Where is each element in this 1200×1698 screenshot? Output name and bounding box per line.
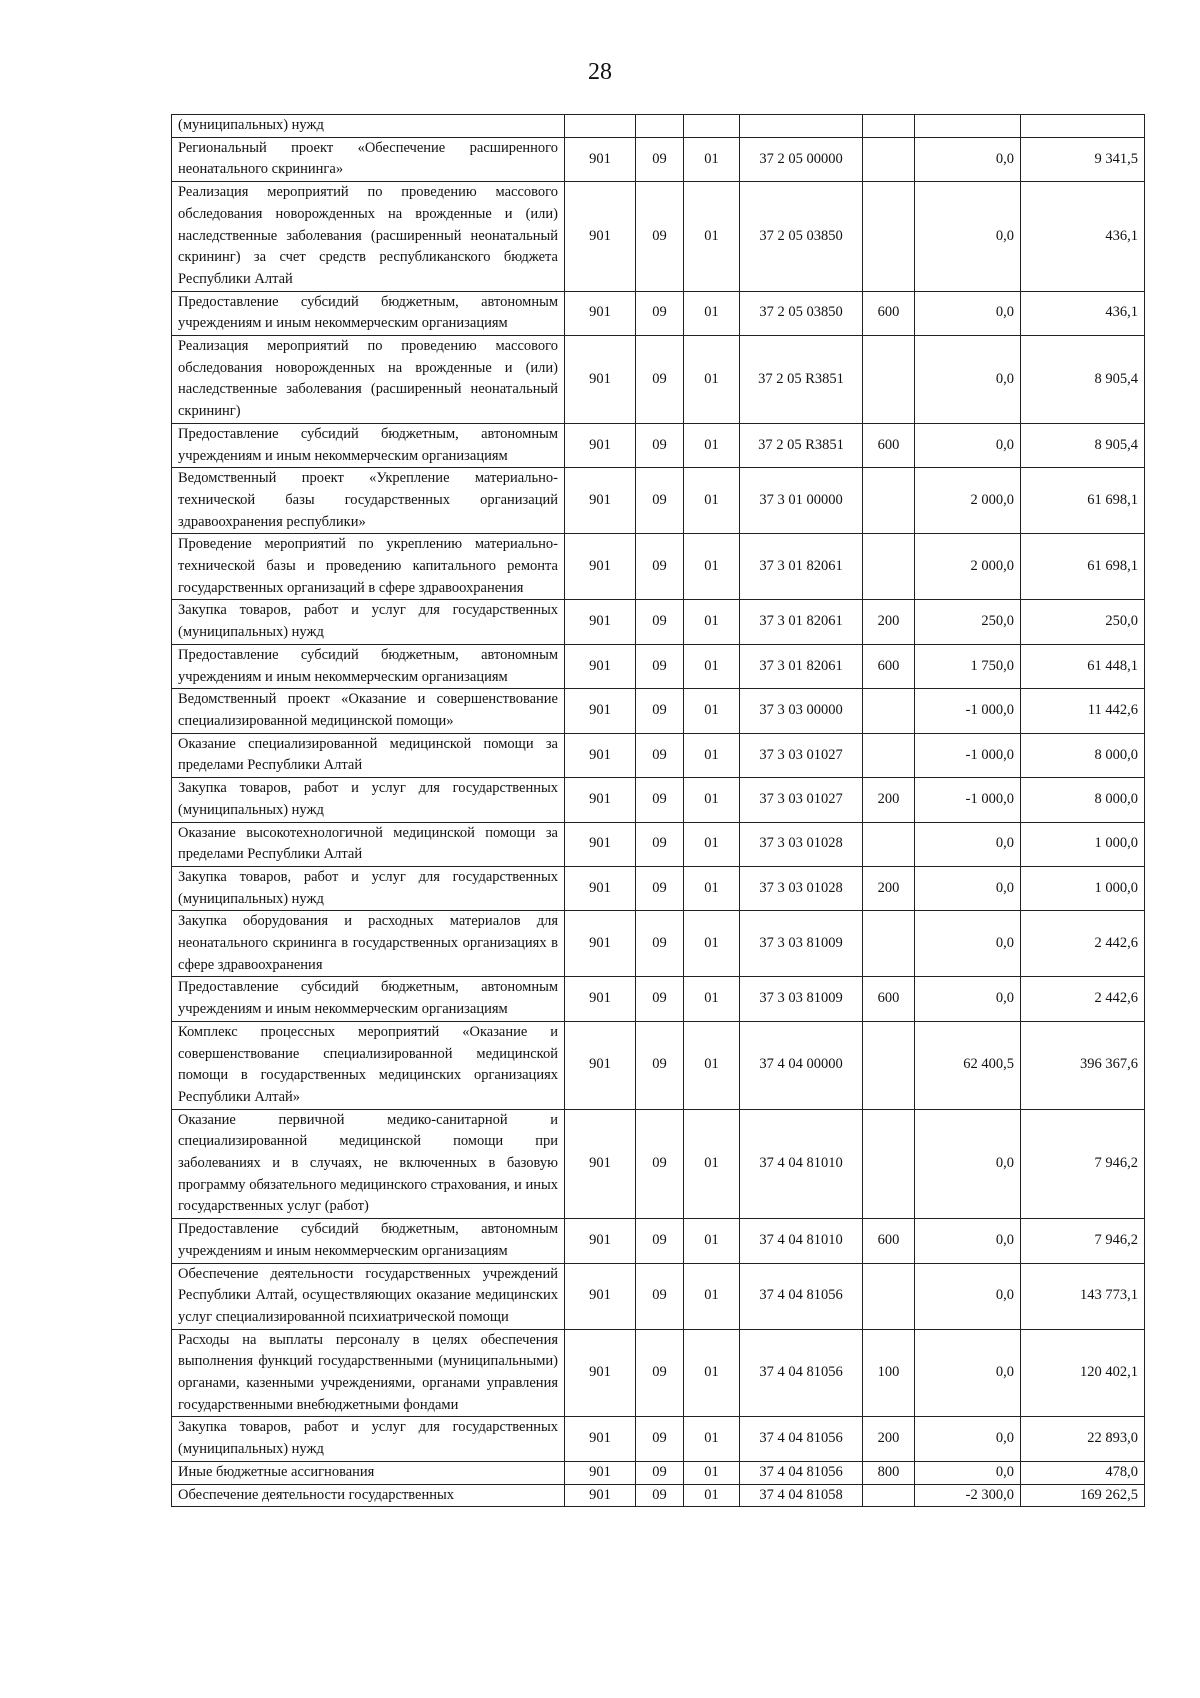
expense-name-cell: Предоставление субсидий бюджетным, автономным учреждениям и иным некоммерческим организациям [172,977,565,1021]
change-amount-cell: 0,0 [915,1109,1021,1219]
section-code-cell: 09 [636,778,684,822]
subsection-code-cell: 01 [684,336,740,424]
change-amount-cell: 62 400,5 [915,1021,1021,1109]
total-amount-cell: 61 698,1 [1021,534,1145,600]
expense-name-cell: Предоставление субсидий бюджетным, автономным учреждениям и иным некоммерческим организациям [172,1219,565,1263]
expense-type-code-cell: 600 [863,977,915,1021]
table-row [172,1484,1145,1507]
subsection-code-cell: 01 [684,822,740,866]
expense-type-code-cell [863,689,915,733]
target-article-code-cell: 37 3 01 82061 [740,644,863,688]
administrator-code-cell: 901 [565,336,636,424]
total-amount-cell: 2 442,6 [1021,977,1145,1021]
target-article-code-cell: 37 4 04 81056 [740,1417,863,1461]
administrator-code-cell: 901 [565,733,636,777]
section-code-cell: 09 [636,822,684,866]
section-code-cell: 09 [636,644,684,688]
section-code-cell: 09 [636,1417,684,1461]
table-row [172,137,1145,181]
change-amount-cell: 0,0 [915,137,1021,181]
target-article-code-cell: 37 2 05 00000 [740,137,863,181]
table-row [172,291,1145,335]
total-amount-cell: 9 341,5 [1021,137,1145,181]
section-code-cell: 09 [636,600,684,644]
subsection-code-cell: 01 [684,733,740,777]
subsection-code-cell: 01 [684,977,740,1021]
expense-type-code-cell [863,1484,915,1507]
change-amount-cell: 2 000,0 [915,468,1021,534]
total-amount-cell: 7 946,2 [1021,1109,1145,1219]
administrator-code-cell: 901 [565,1109,636,1219]
target-article-code-cell: 37 3 03 01028 [740,822,863,866]
table-row [172,866,1145,910]
subsection-code-cell: 01 [684,1219,740,1263]
target-article-code-cell: 37 4 04 81056 [740,1461,863,1484]
subsection-code-cell: 01 [684,1021,740,1109]
administrator-code-cell: 901 [565,689,636,733]
table-row [172,822,1145,866]
section-code-cell: 09 [636,1109,684,1219]
expense-name-cell: Закупка товаров, работ и услуг для государственных (муниципальных) нужд [172,600,565,644]
change-amount-cell: 0,0 [915,336,1021,424]
change-amount-cell: 0,0 [915,977,1021,1021]
expense-name-cell: Оказание высокотехнологичной медицинской помощи за пределами Республики Алтай [172,822,565,866]
target-article-code-cell: 37 4 04 00000 [740,1021,863,1109]
table-row [172,644,1145,688]
expense-name-cell: Закупка оборудования и расходных материалов для неонатального скрининга в государственных организациях в сфере здравоохранения [172,911,565,977]
change-amount-cell: -1 000,0 [915,778,1021,822]
administrator-code-cell [565,115,636,138]
administrator-code-cell: 901 [565,600,636,644]
expense-type-code-cell: 600 [863,1219,915,1263]
administrator-code-cell: 901 [565,1021,636,1109]
subsection-code-cell: 01 [684,423,740,467]
expense-type-code-cell: 200 [863,778,915,822]
target-article-code-cell: 37 3 03 00000 [740,689,863,733]
target-article-code-cell: 37 4 04 81058 [740,1484,863,1507]
change-amount-cell: 0,0 [915,1417,1021,1461]
subsection-code-cell: 01 [684,1263,740,1329]
expense-name-cell: Ведомственный проект «Оказание и совершенствование специализированной медицинской помощи» [172,689,565,733]
expense-name-cell: Предоставление субсидий бюджетным, автономным учреждениям и иным некоммерческим организациям [172,291,565,335]
change-amount-cell: 0,0 [915,291,1021,335]
table-row [172,1219,1145,1263]
target-article-code-cell: 37 3 01 00000 [740,468,863,534]
subsection-code-cell: 01 [684,911,740,977]
change-amount-cell: -1 000,0 [915,733,1021,777]
table-row [172,977,1145,1021]
administrator-code-cell: 901 [565,911,636,977]
table-row [172,1329,1145,1417]
subsection-code-cell: 01 [684,137,740,181]
administrator-code-cell: 901 [565,182,636,292]
section-code-cell: 09 [636,336,684,424]
change-amount-cell: 0,0 [915,866,1021,910]
subsection-code-cell: 01 [684,1417,740,1461]
expense-name-cell: Комплекс процессных мероприятий «Оказание и совершенствование специализированной медицинской помощи в государственных медицинских организациях Республики Алтай» [172,1021,565,1109]
table-row [172,1109,1145,1219]
section-code-cell [636,115,684,138]
table-row [172,336,1145,424]
administrator-code-cell: 901 [565,1484,636,1507]
expense-type-code-cell: 200 [863,1417,915,1461]
expense-name-cell: Проведение мероприятий по укреплению материально-технической базы и проведению капитального ремонта государственных организаций в сфере здравоохранения [172,534,565,600]
section-code-cell: 09 [636,182,684,292]
total-amount-cell: 1 000,0 [1021,822,1145,866]
section-code-cell: 09 [636,291,684,335]
expense-type-code-cell [863,911,915,977]
table-row [172,689,1145,733]
subsection-code-cell: 01 [684,689,740,733]
change-amount-cell: 2 000,0 [915,534,1021,600]
administrator-code-cell: 901 [565,1461,636,1484]
change-amount-cell: -2 300,0 [915,1484,1021,1507]
expense-name-cell: Расходы на выплаты персоналу в целях обеспечения выполнения функций государственными (муниципальными) органами, казенными учреждениями, органами управления государственными внебюджетными фондами [172,1329,565,1417]
expense-name-cell: Предоставление субсидий бюджетным, автономным учреждениям и иным некоммерческим организациям [172,644,565,688]
target-article-code-cell [740,115,863,138]
total-amount-cell: 8 905,4 [1021,423,1145,467]
expense-type-code-cell: 200 [863,866,915,910]
subsection-code-cell: 01 [684,534,740,600]
table-row [172,534,1145,600]
expense-type-code-cell: 600 [863,423,915,467]
subsection-code-cell [684,115,740,138]
table-row [172,1417,1145,1461]
section-code-cell: 09 [636,423,684,467]
subsection-code-cell: 01 [684,866,740,910]
subsection-code-cell: 01 [684,644,740,688]
expense-type-code-cell [863,1263,915,1329]
change-amount-cell: -1 000,0 [915,689,1021,733]
section-code-cell: 09 [636,911,684,977]
expense-name-cell: Закупка товаров, работ и услуг для государственных (муниципальных) нужд [172,866,565,910]
total-amount-cell: 396 367,6 [1021,1021,1145,1109]
subsection-code-cell: 01 [684,1461,740,1484]
section-code-cell: 09 [636,137,684,181]
expense-type-code-cell [863,1109,915,1219]
target-article-code-cell: 37 2 05 03850 [740,291,863,335]
target-article-code-cell: 37 3 01 82061 [740,600,863,644]
change-amount-cell: 0,0 [915,822,1021,866]
administrator-code-cell: 901 [565,778,636,822]
section-code-cell: 09 [636,689,684,733]
target-article-code-cell: 37 3 03 81009 [740,911,863,977]
table-row [172,911,1145,977]
change-amount-cell: 1 750,0 [915,644,1021,688]
section-code-cell: 09 [636,1461,684,1484]
expense-type-code-cell [863,182,915,292]
section-code-cell: 09 [636,468,684,534]
expense-name-cell: Реализация мероприятий по проведению массового обследования новорожденных на врожденные и (или) наследственные заболевания (расширенный неонатальный скрининг) [172,336,565,424]
expense-name-cell: (муниципальных) нужд [172,115,565,138]
expense-name-cell: Обеспечение деятельности государственных учреждений Республики Алтай, осуществляющих оказание медицинских услуг специализированной психиатрической помощи [172,1263,565,1329]
total-amount-cell: 478,0 [1021,1461,1145,1484]
subsection-code-cell: 01 [684,1109,740,1219]
table-row [172,600,1145,644]
target-article-code-cell: 37 4 04 81010 [740,1219,863,1263]
administrator-code-cell: 901 [565,534,636,600]
administrator-code-cell: 901 [565,1219,636,1263]
table-row [172,468,1145,534]
change-amount-cell: 0,0 [915,423,1021,467]
target-article-code-cell: 37 3 03 01027 [740,778,863,822]
administrator-code-cell: 901 [565,644,636,688]
subsection-code-cell: 01 [684,1484,740,1507]
administrator-code-cell: 901 [565,468,636,534]
change-amount-cell: 0,0 [915,1219,1021,1263]
target-article-code-cell: 37 2 05 R3851 [740,423,863,467]
target-article-code-cell: 37 2 05 R3851 [740,336,863,424]
total-amount-cell: 61 698,1 [1021,468,1145,534]
expense-name-cell: Оказание специализированной медицинской помощи за пределами Республики Алтай [172,733,565,777]
total-amount-cell: 8 000,0 [1021,778,1145,822]
change-amount-cell: 0,0 [915,1329,1021,1417]
section-code-cell: 09 [636,1263,684,1329]
section-code-cell: 09 [636,534,684,600]
section-code-cell: 09 [636,977,684,1021]
administrator-code-cell: 901 [565,977,636,1021]
total-amount-cell: 22 893,0 [1021,1417,1145,1461]
table-row [172,1021,1145,1109]
expense-type-code-cell: 200 [863,600,915,644]
total-amount-cell [1021,115,1145,138]
expense-type-code-cell [863,534,915,600]
expense-type-code-cell [863,137,915,181]
total-amount-cell: 2 442,6 [1021,911,1145,977]
total-amount-cell: 7 946,2 [1021,1219,1145,1263]
total-amount-cell: 1 000,0 [1021,866,1145,910]
target-article-code-cell: 37 3 03 01027 [740,733,863,777]
expense-name-cell: Обеспечение деятельности государственных [172,1484,565,1507]
total-amount-cell: 8 905,4 [1021,336,1145,424]
target-article-code-cell: 37 4 04 81056 [740,1329,863,1417]
target-article-code-cell: 37 2 05 03850 [740,182,863,292]
target-article-code-cell: 37 4 04 81056 [740,1263,863,1329]
administrator-code-cell: 901 [565,822,636,866]
table-row [172,115,1145,138]
administrator-code-cell: 901 [565,1263,636,1329]
table-row [172,423,1145,467]
section-code-cell: 09 [636,733,684,777]
total-amount-cell: 8 000,0 [1021,733,1145,777]
total-amount-cell: 143 773,1 [1021,1263,1145,1329]
table-row [172,1263,1145,1329]
subsection-code-cell: 01 [684,1329,740,1417]
subsection-code-cell: 01 [684,600,740,644]
expense-name-cell: Закупка товаров, работ и услуг для государственных (муниципальных) нужд [172,778,565,822]
administrator-code-cell: 901 [565,1417,636,1461]
expense-name-cell: Закупка товаров, работ и услуг для государственных (муниципальных) нужд [172,1417,565,1461]
expense-type-code-cell [863,733,915,777]
total-amount-cell: 250,0 [1021,600,1145,644]
subsection-code-cell: 01 [684,182,740,292]
change-amount-cell: 0,0 [915,1263,1021,1329]
expense-type-code-cell [863,1021,915,1109]
administrator-code-cell: 901 [565,137,636,181]
expense-type-code-cell: 600 [863,291,915,335]
target-article-code-cell: 37 3 01 82061 [740,534,863,600]
administrator-code-cell: 901 [565,1329,636,1417]
expense-type-code-cell: 600 [863,644,915,688]
target-article-code-cell: 37 3 03 01028 [740,866,863,910]
expense-type-code-cell: 800 [863,1461,915,1484]
expense-type-code-cell [863,822,915,866]
subsection-code-cell: 01 [684,778,740,822]
administrator-code-cell: 901 [565,423,636,467]
expense-type-code-cell [863,468,915,534]
target-article-code-cell: 37 4 04 81010 [740,1109,863,1219]
administrator-code-cell: 901 [565,866,636,910]
change-amount-cell: 250,0 [915,600,1021,644]
budget-table-body [172,115,1145,1507]
subsection-code-cell: 01 [684,291,740,335]
change-amount-cell: 0,0 [915,911,1021,977]
expense-type-code-cell: 100 [863,1329,915,1417]
total-amount-cell: 11 442,6 [1021,689,1145,733]
change-amount-cell [915,115,1021,138]
expense-name-cell: Иные бюджетные ассигнования [172,1461,565,1484]
total-amount-cell: 436,1 [1021,291,1145,335]
total-amount-cell: 436,1 [1021,182,1145,292]
change-amount-cell: 0,0 [915,1461,1021,1484]
target-article-code-cell: 37 3 03 81009 [740,977,863,1021]
section-code-cell: 09 [636,866,684,910]
total-amount-cell: 169 262,5 [1021,1484,1145,1507]
budget-table [171,114,1145,1507]
table-row [172,733,1145,777]
administrator-code-cell: 901 [565,291,636,335]
expense-name-cell: Реализация мероприятий по проведению массового обследования новорожденных на врожденные и (или) наследственные заболевания (расширенный неонатальный скрининг) за счет средств республиканского бюджета Республики Алтай [172,182,565,292]
expense-type-code-cell [863,336,915,424]
subsection-code-cell: 01 [684,468,740,534]
expense-name-cell: Предоставление субсидий бюджетным, автономным учреждениям и иным некоммерческим организациям [172,423,565,467]
change-amount-cell: 0,0 [915,182,1021,292]
expense-type-code-cell [863,115,915,138]
table-row [172,778,1145,822]
table-row [172,182,1145,292]
table-row [172,1461,1145,1484]
expense-name-cell: Оказание первичной медико-санитарной и специализированной медицинской помощи при заболеваниях и в случаях, не включенных в базовую программу обязательного медицинского страхования, и иных государственных услуг (работ) [172,1109,565,1219]
page-number: 28 [588,59,612,85]
section-code-cell: 09 [636,1329,684,1417]
total-amount-cell: 120 402,1 [1021,1329,1145,1417]
section-code-cell: 09 [636,1219,684,1263]
section-code-cell: 09 [636,1021,684,1109]
expense-name-cell: Ведомственный проект «Укрепление материально-технической базы государственных организаций здравоохранения республики» [172,468,565,534]
total-amount-cell: 61 448,1 [1021,644,1145,688]
expense-name-cell: Региональный проект «Обеспечение расширенного неонатального скрининга» [172,137,565,181]
section-code-cell: 09 [636,1484,684,1507]
